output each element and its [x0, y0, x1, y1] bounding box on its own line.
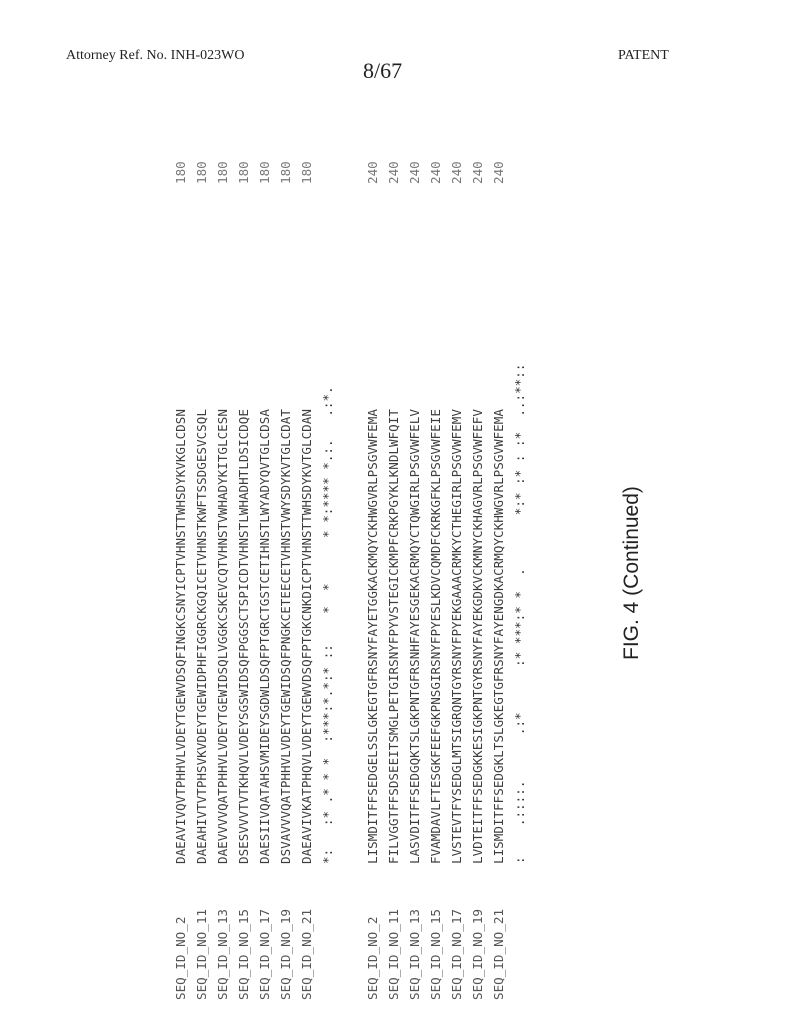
sequence-text: LASVDITFFSEDGQKTSLGKPNTGFRSNHFAYESGEKACRMQYCTQWGIRLPSGVWFELV: [407, 409, 422, 864]
sequence-text: LVSTEVTFYSEDGLMTSIGRQNTGYRSNYFPYEKGAAACRMKYCTHEGIRLPSGVWFEMV: [449, 409, 464, 864]
sequence-label: SEQ_ID_NO_2: [173, 916, 188, 1000]
alignment-row: [170, 144, 191, 1000]
alignment-block-2: [362, 144, 530, 1000]
sequence-text: DAESIIVQATAHSVMIDEYSGDWLDSQFPTGRCTGSTCETIHNSTLWYADYQVTGLCDSA: [257, 409, 272, 864]
sequence-text: DSVAVVVQATPHHVLVDEYTGEWIDSQFPNGKCETEECETVHNSTVWYSDYKVTGLCDAT: [278, 409, 293, 864]
consensus-label-spacer: [509, 864, 530, 1000]
alignment-block-1: [170, 144, 338, 1000]
sequence-position: 180: [215, 161, 230, 184]
alignment-row: [296, 144, 317, 1000]
sequence-label: SEQ_ID_NO_21: [491, 909, 506, 1000]
sequence-text: DAEAVIVQVTPHHVLVDEYTGEWVDSQFINGKCSNYICPTVHNSTTWHSDYKVKGLCDSN: [173, 409, 188, 864]
alignment-row: [212, 144, 233, 1000]
sequence-label: SEQ_ID_NO_15: [428, 909, 443, 1000]
consensus-symbols: *: :* .* * * :***:*.*:* :: * * * *:**** *.:. .:*.: [320, 386, 335, 864]
sequence-text: DAEAVIVKATPHQVLVDEYTGEWVDSQFPTGKCNKDICPTVHNSTTWHSDYKVTGLCDAN: [299, 409, 314, 864]
sequence-label: SEQ_ID_NO_19: [278, 909, 293, 1000]
sequence-label: SEQ_ID_NO_15: [236, 909, 251, 1000]
alignment-row: [446, 144, 467, 1000]
alignment-row: [488, 144, 509, 1000]
sequence-position: 180: [278, 161, 293, 184]
sequence-label: SEQ_ID_NO_21: [299, 909, 314, 1000]
sequence-text: DSESVVVTVTKHQVLVDEYSGSWIDSQFPGGSCTSPICDTVHNSTLWHADHTLDSICDQE: [236, 409, 251, 864]
sequence-label: SEQ_ID_NO_17: [257, 909, 272, 1000]
sequence-text: DAEAHIVTVTPHSVKVDEYTGEWIDPHFIGGRCKGQICETVHNSTKWFTSSDGESVCSQL: [194, 409, 209, 864]
alignment-row: [254, 144, 275, 1000]
sequence-position: 240: [470, 161, 485, 184]
sequence-position: 240: [428, 161, 443, 184]
page-number: 8/67: [363, 58, 403, 83]
sequence-position: 180: [236, 161, 251, 184]
sequence-position: 180: [194, 161, 209, 184]
sequence-position: 240: [491, 161, 506, 184]
alignment-row: [233, 144, 254, 1000]
consensus-symbols: : .::::. .:* :* ***:* * . *:* :* : :* ..:**::: [512, 363, 527, 864]
consensus-label-spacer: [317, 864, 338, 1000]
sequence-label: SEQ_ID_NO_13: [215, 909, 230, 1000]
alignment-row: [467, 144, 488, 1000]
alignment-row: [362, 144, 383, 1000]
attorney-ref: Attorney Ref. No. INH-023WO: [66, 48, 245, 63]
alignment-row: [383, 144, 404, 1000]
sequence-position: 240: [407, 161, 422, 184]
sequence-text: LISMDITFFSEDGKLTSLGKEGTGFRSNYFAYENGDKACRMQYCKHWGVRLPSGVWFEMA: [491, 409, 506, 864]
sequence-label: SEQ_ID_NO_11: [194, 909, 209, 1000]
sequence-text: FILVGGTFFSDSEEITSMGLPETGIRSNYFPYVSTEGICKMPFCRKPGYKLKNDLWFQIT: [386, 409, 401, 864]
sequence-position: 180: [299, 161, 314, 184]
sequence-alignment: [170, 80, 530, 1000]
alignment-row: [425, 144, 446, 1000]
consensus-row: [317, 144, 338, 1000]
sequence-label: SEQ_ID_NO_17: [449, 909, 464, 1000]
sequence-position: 180: [257, 161, 272, 184]
sequence-label: SEQ_ID_NO_2: [365, 916, 380, 1000]
sequence-position: 180: [173, 161, 188, 184]
sequence-text: LISMDITFFSEDGELSSLGKEGTGFRSNYFAYETGGKACKMQYCKHWGVRLPSGVWFEMA: [365, 409, 380, 864]
sequence-position: 240: [449, 161, 464, 184]
alignment-row: [191, 144, 212, 1000]
figure-caption: FIG. 4 (Continued): [620, 486, 643, 660]
alignment-row: [275, 144, 296, 1000]
sequence-position: 240: [386, 161, 401, 184]
alignment-row: [404, 144, 425, 1000]
consensus-row: [509, 144, 530, 1000]
sequence-label: SEQ_ID_NO_13: [407, 909, 422, 1000]
sequence-text: DAEVVVVQATPHHVLVDEYTGEWIDSQLVGGKCSKEVCQTVHNSTVWHADYKITGLCESN: [215, 409, 230, 864]
sequence-label: SEQ_ID_NO_19: [470, 909, 485, 1000]
sequence-text: LVDTEITFFSEDGKKESIGKPNTGYRSNYFAYEKGDKVCKMNYCKHAGVRLPSGVWFEFV: [470, 409, 485, 864]
sequence-position: 240: [365, 161, 380, 184]
sequence-text: FVAMDAVLFTESGKFEEFGKPNSGIRSNYFPYESLKDVCQMDFCKRKGFKLPSGVWFEIE: [428, 409, 443, 864]
sequence-label: SEQ_ID_NO_11: [386, 909, 401, 1000]
patent-label: PATENT: [618, 48, 669, 63]
